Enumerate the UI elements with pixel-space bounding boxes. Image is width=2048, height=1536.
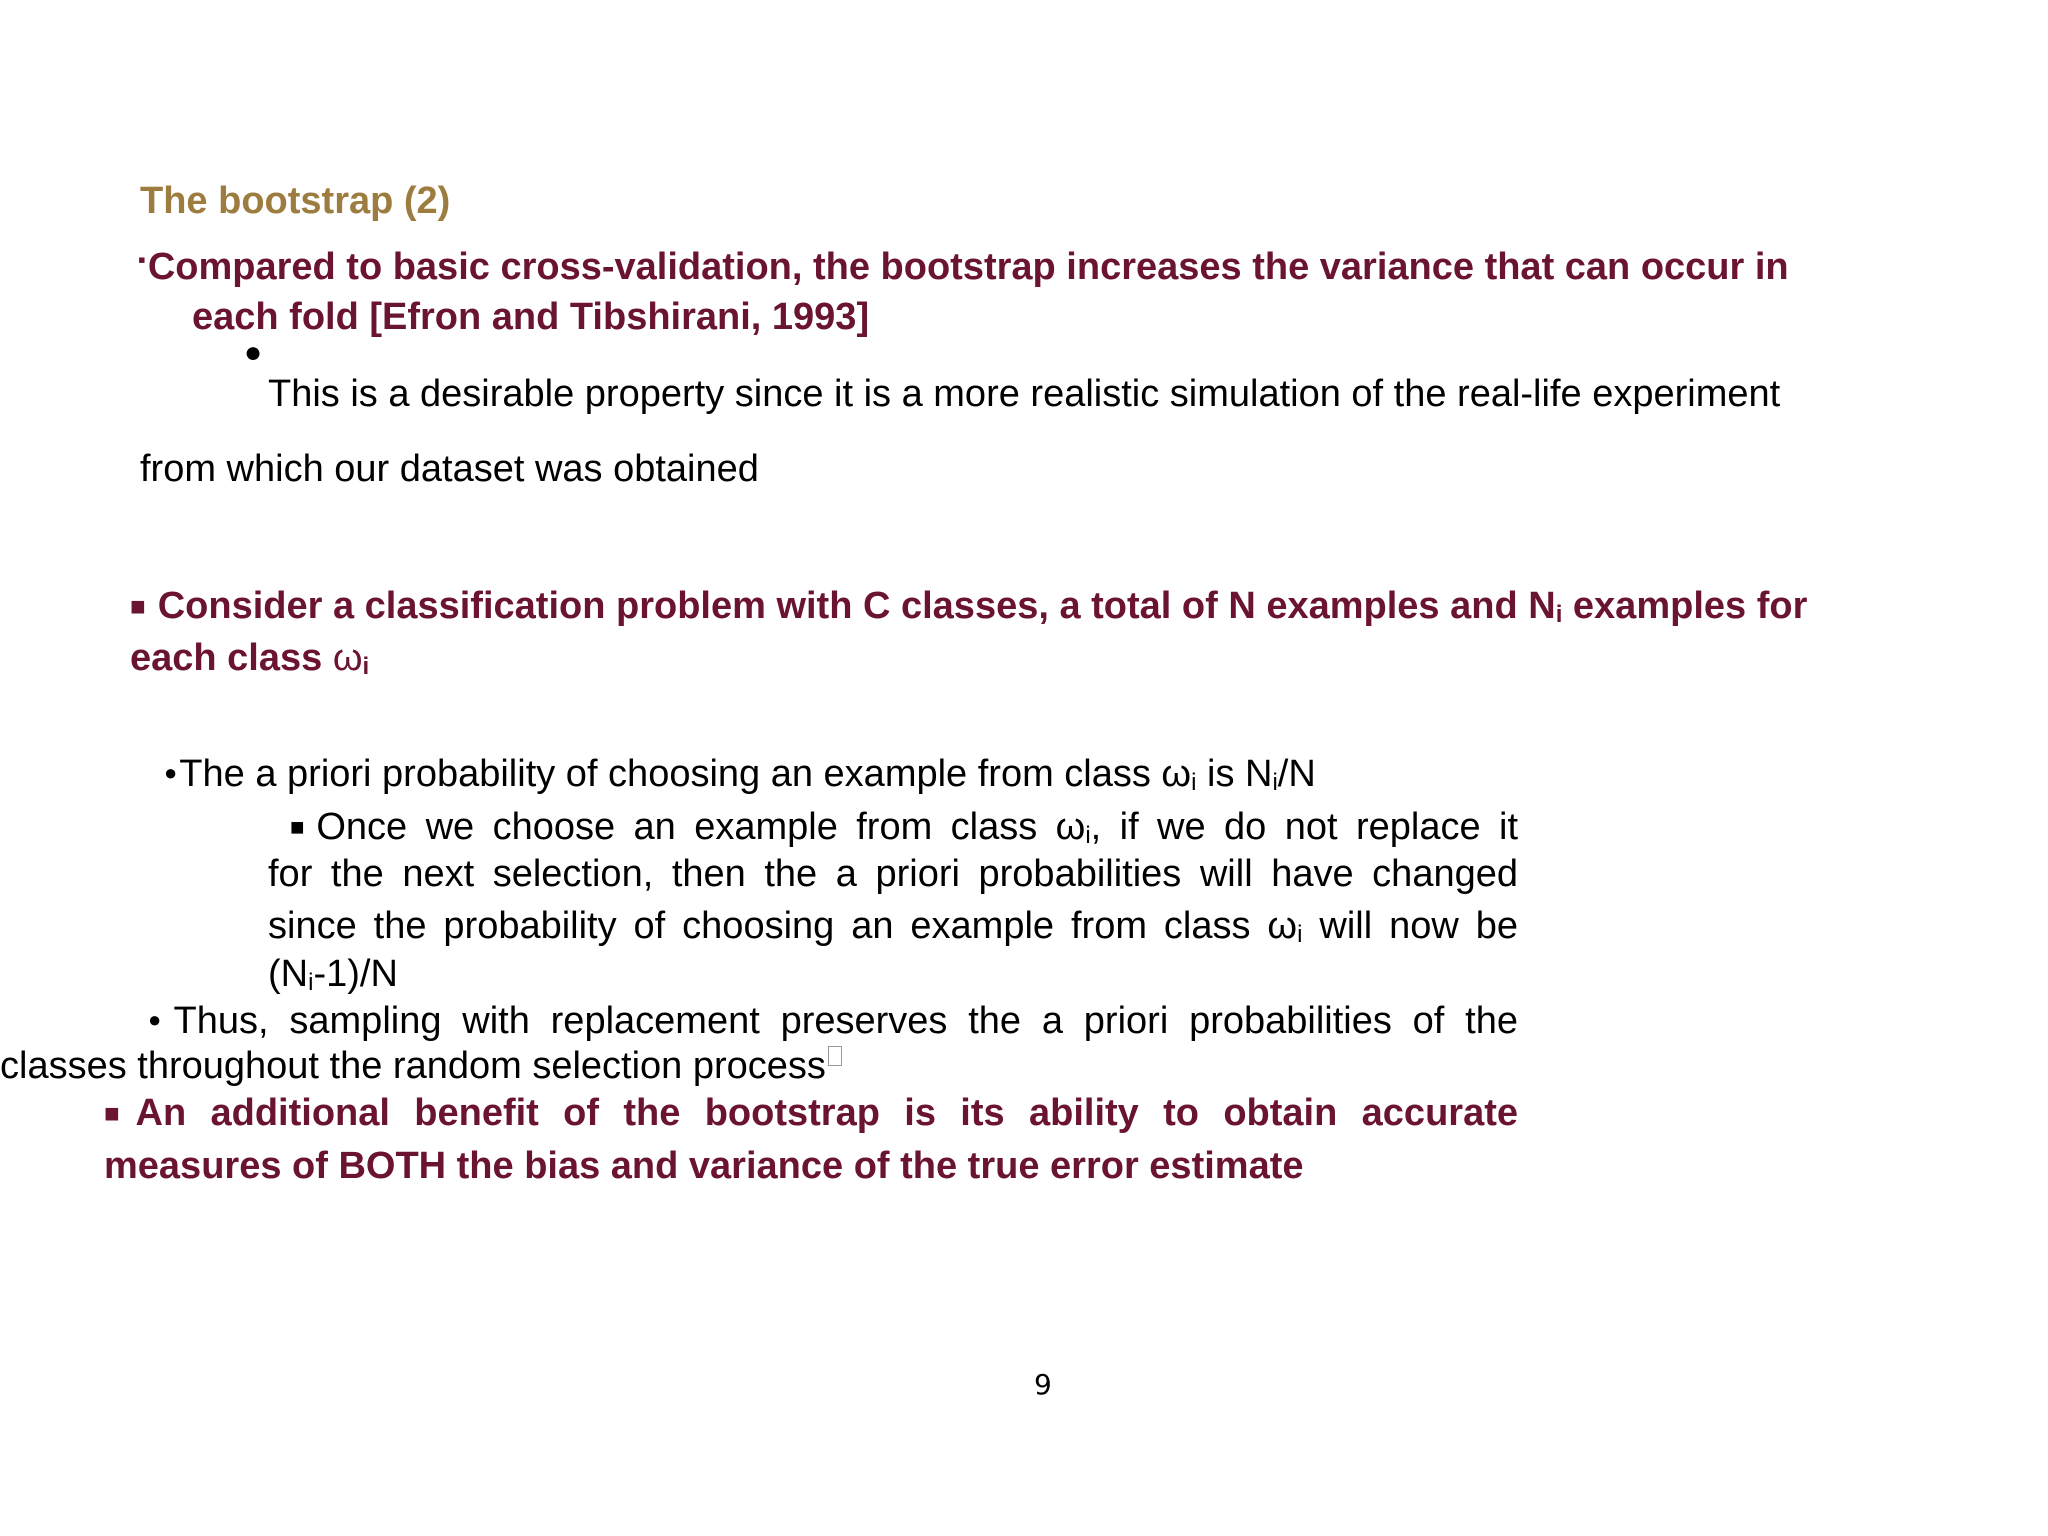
point2-line2: [130, 637, 369, 681]
point3-line2: measures of BOTH the bias and variance of the true error estimate: [104, 1145, 1304, 1187]
sub4-line1: [148, 1000, 1518, 1043]
sub3-line2: for the next selection, then the a priori probabilities will have changed: [268, 853, 1518, 895]
point2-line1-subscript: i: [1555, 601, 1563, 628]
sub1-line1: This is a desirable property since it is a more realistic simulation of the real-life experiment: [268, 373, 1781, 415]
sub4-line1-text: Thus, sampling with replacement preserves the a priori probabilities of the: [173, 1000, 1518, 1042]
square-bullet-icon: ▪: [138, 247, 146, 272]
sub2-line: [164, 753, 1316, 797]
square-bullet-icon: ■: [104, 1098, 134, 1128]
sub4-line2-text: classes throughout the random selection process: [0, 1045, 826, 1087]
sub2-text-a: The a priori probability of choosing an example from class ω: [179, 753, 1192, 795]
point1-line2: each fold [Efron and Tibshirani, 1993]: [192, 296, 870, 338]
point2-line1-text-b: examples for: [1562, 585, 1808, 627]
round-bullet-icon: ●: [244, 336, 263, 369]
square-bullet-icon: ■: [290, 814, 313, 841]
missing-glyph-icon: [828, 1046, 842, 1066]
round-bullet-icon: ●: [148, 1007, 172, 1032]
sub2-subscript-1: i: [1191, 769, 1197, 796]
point1-line1-text: Compared to basic cross-validation, the bootstrap increases the variance that can occur in: [147, 246, 1789, 288]
omega-symbol: ω: [332, 637, 363, 679]
page-number: 9: [1034, 1368, 1052, 1401]
point2-line1-text-a: Consider a classification problem with C classes, a total of N examples and N: [157, 585, 1556, 627]
sub1-line2: from which our dataset was obtained: [140, 448, 759, 490]
sub4-line2: [0, 1045, 842, 1088]
sub3-line3-text-b: will now be: [1302, 905, 1519, 947]
sub3-line4-text-b: -1)/N: [313, 953, 398, 995]
square-bullet-icon: ■: [130, 591, 146, 621]
sub3-line4-text-a: (N: [268, 953, 309, 995]
point2-line2-subscript: i: [362, 653, 370, 680]
point2-line1: [130, 585, 1807, 629]
sub3-line3-subscript: i: [1297, 921, 1303, 948]
sub3-line1-text-b: , if we do not replace it: [1090, 806, 1518, 848]
round-bullet-icon: ●: [164, 760, 178, 785]
sub2-text-b: is N: [1196, 753, 1273, 795]
point3-line1-text: An additional benefit of the bootstrap is its ability to obtain accurate: [135, 1092, 1518, 1134]
sub3-line3-text-a: since the probability of choosing an example from class ω: [268, 905, 1298, 947]
sub3-line4-subscript: i: [308, 969, 314, 996]
point1-line1: [138, 246, 1789, 289]
sub2-subscript-2: i: [1272, 769, 1278, 796]
slide-title: The bootstrap (2): [140, 180, 451, 222]
sub2-text-c: /N: [1277, 753, 1316, 795]
sub3-line1-text-a: Once we choose an example from class ω: [316, 806, 1086, 848]
point3-line1: [104, 1092, 1518, 1135]
point2-line2-text: each class: [130, 637, 333, 679]
sub3-line1-subscript: i: [1085, 822, 1091, 849]
